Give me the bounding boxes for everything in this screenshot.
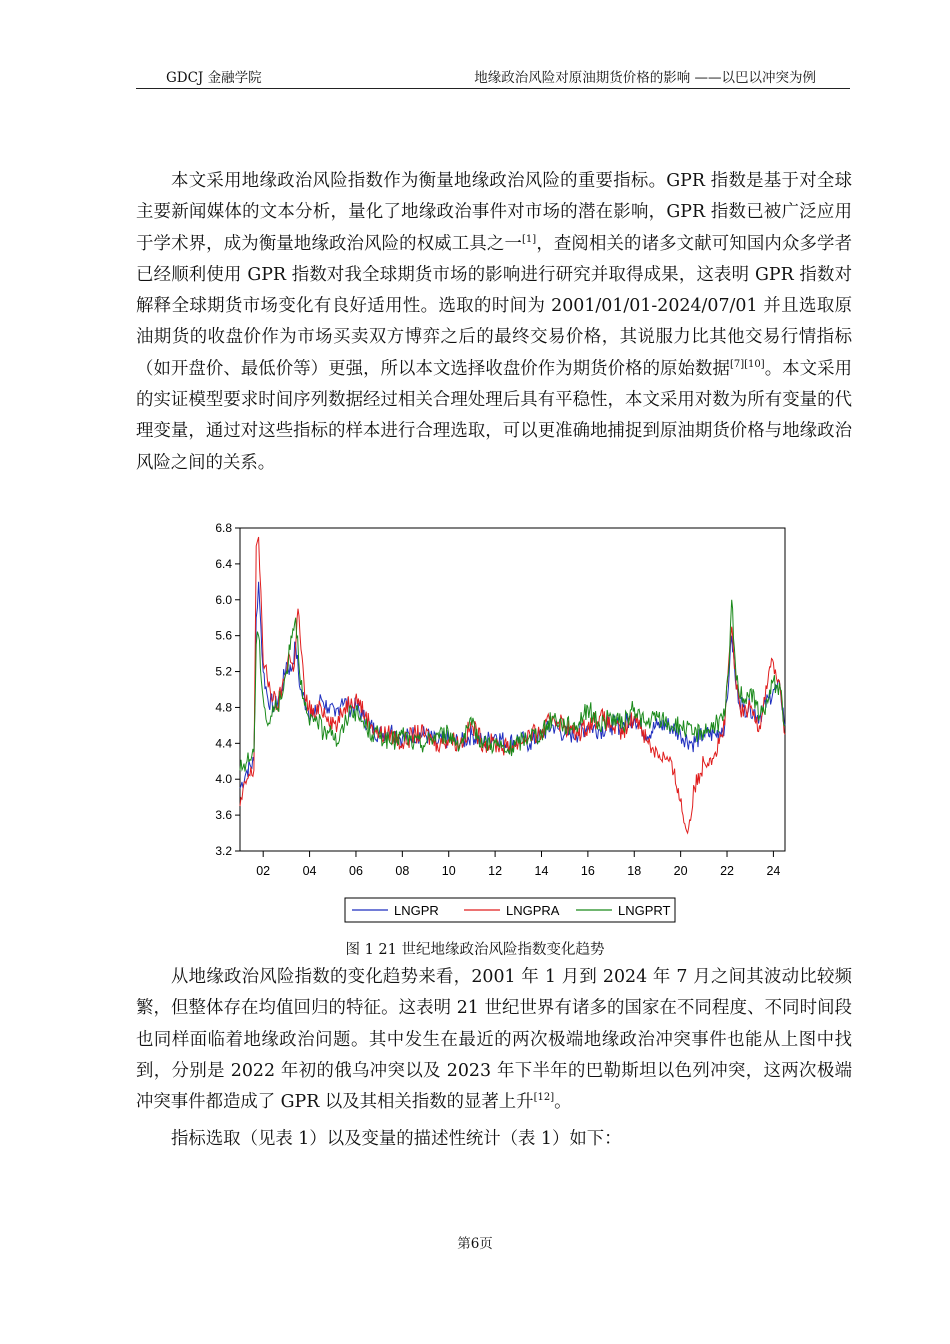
citation-12: [12]: [533, 1092, 555, 1104]
x-tick-label: 14: [534, 864, 549, 878]
y-tick-label: 6.0: [215, 592, 232, 607]
plot-frame: [240, 528, 785, 851]
y-tick-label: 5.2: [215, 664, 232, 679]
series-line-lngpra: [240, 537, 785, 833]
x-tick-label: 16: [580, 864, 595, 878]
legend-label-lngpr: LNGPR: [394, 903, 439, 918]
x-tick-label: 24: [766, 864, 781, 878]
x-tick-label: 10: [441, 864, 456, 878]
x-tick-label: 06: [349, 864, 363, 878]
series-lines: [240, 537, 785, 833]
y-tick-label: 6.4: [215, 556, 232, 571]
paragraph-3: [136, 1124, 852, 1155]
citation-7-10: [7][10]: [729, 358, 765, 370]
x-tick-label: 02: [256, 864, 271, 878]
x-tick-label: 12: [488, 864, 503, 878]
y-axis-ticks: [215, 521, 240, 858]
paragraph-2-text-b: 。: [554, 1092, 572, 1113]
x-tick-label: 22: [720, 864, 734, 878]
legend-label-lngpra: LNGPRA: [506, 903, 560, 918]
paragraph-2: [136, 962, 852, 1118]
y-tick-label: 6.8: [215, 521, 232, 535]
page-number: 第6页: [457, 1236, 493, 1252]
x-tick-label: 08: [395, 864, 410, 878]
paragraph-1-text-a: 本文采用地缘政治风险指数作为衡量地缘政治风险的重要指标。GPR 指数是基于对全球主要新闻媒体的文本分析，量化了地缘政治事件对市场的潜在影响，GPR 指数已被广泛应用于学术界，成为衡量地缘政治风险的权威工具之一: [136, 171, 852, 254]
x-tick-label: 04: [302, 864, 317, 878]
gpr-line-chart: [190, 515, 795, 930]
legend-label-lngprt: LNGPRT: [618, 903, 671, 918]
y-tick-label: 5.6: [215, 628, 232, 643]
y-tick-label: 4.0: [215, 772, 232, 787]
y-tick-label: 4.4: [215, 736, 232, 751]
x-tick-label: 18: [627, 864, 642, 878]
paragraph-1-text-c: 。本文采用的实证模型要求时间序列数据经过相关合理处理后具有平稳性，本文采用对数为所有变量的代理变量，通过对这些指标的样本进行合理选取，可以更准确地捕捉到原油期货价格与地缘政治风险之间的关系。: [136, 358, 852, 473]
figure-gpr-chart: [190, 515, 795, 930]
x-axis-ticks: [256, 851, 780, 878]
header-left: GDCJ 金融学院: [166, 70, 262, 86]
paragraph-1-text-b: ，查阅相关的诸多文献可知国内众多学者已经顺利使用 GPR 指数对我全球期货市场的影响进行研究并取得成果，这表明 GPR 指数对解释全球期货市场变化有良好适用性。选取的时间为 2001/01/01-2024/07/01 并且选取原油期货的收盘价作为市场买卖双方博弈之后的最终交易价格，其说服力比其他交易行情指标（如开盘价、最低价等）更强，所以本文选择收盘价作为期货价格的原始数据: [136, 233, 852, 379]
y-tick-label: 4.8: [215, 700, 232, 715]
citation-1: [1]: [522, 233, 537, 245]
y-tick-label: 3.6: [215, 808, 232, 823]
paragraph-3-text: 指标选取（见表 1）以及变量的描述性统计（表 1）如下：: [171, 1129, 622, 1149]
header-right: 地缘政治风险对原油期货价格的影响 ——以巴以冲突为例: [474, 70, 816, 86]
figure-caption: 图 1 21 世纪地缘政治风险指数变化趋势: [345, 942, 605, 958]
paragraph-1: [136, 166, 852, 479]
legend: [352, 903, 671, 918]
x-tick-label: 20: [673, 864, 688, 878]
paragraph-2-text-a: 从地缘政治风险指数的变化趋势来看，2001 年 1 月到 2024 年 7 月之间其波动比较频繁，但整体存在均值回归的特征。这表明 21 世纪世界有诸多的国家在不同程度、不同时间段也同样面临着地缘政治问题。其中发生在最近的两次极端地缘政治冲突事件也能从上图中找到，分别是 2022 年初的俄乌冲突以及 2023 年下半年的巴勒斯坦以色列冲突，这两次极端冲突事件都造成了 GPR 以及其相关指数的显著上升: [136, 967, 852, 1113]
page-header: [136, 66, 850, 89]
y-tick-label: 3.2: [215, 844, 232, 858]
